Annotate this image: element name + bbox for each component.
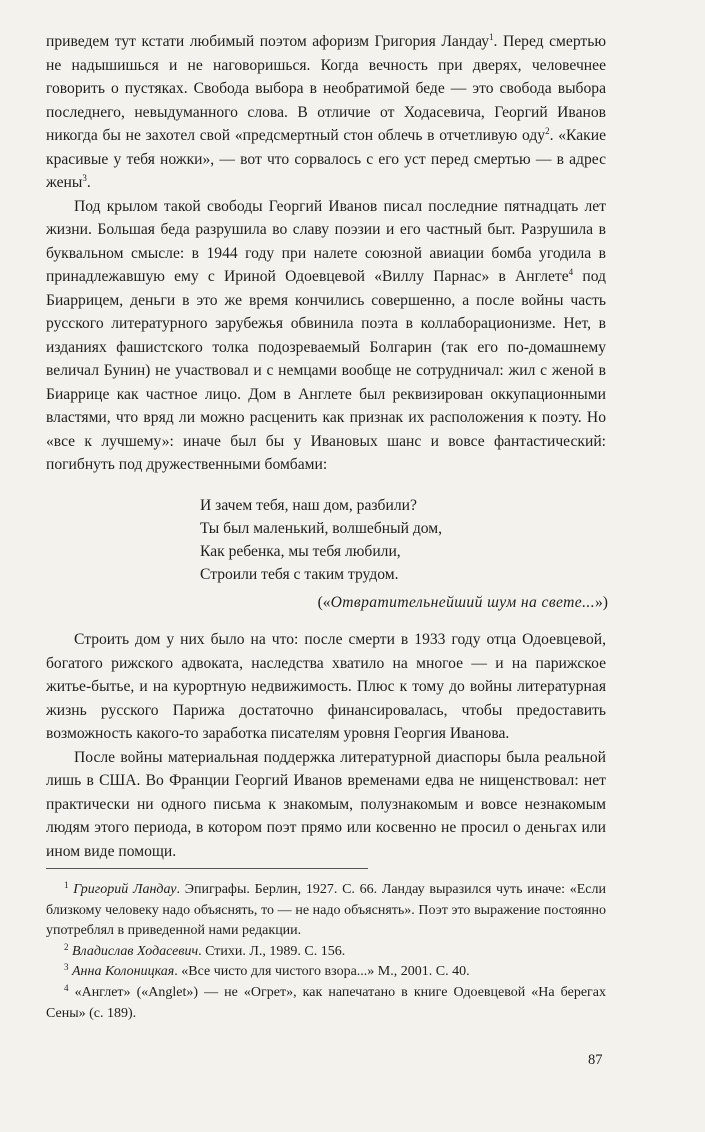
text-run: . (86, 174, 91, 191)
poem-attribution (318, 594, 608, 612)
main-text-block-1 (46, 30, 606, 477)
poem-line: И зачем тебя, наш дом, разбили? (200, 497, 417, 514)
footnote-author: Анна Колоницкая (72, 964, 175, 980)
poem-line: Как ребенка, мы тебя любили, (200, 543, 401, 560)
paragraph-3: Строить дом у них было на что: после смерти в 1933 году отца Одоевцевой, богатого рижского адвоката, наследства хватило на многое — и на парижское житье-бытье, и на курортную недвижимость. Плюс к тому до войны литературная жизнь русского Парижа достаточно финансировалась, чтобы предоставить возможность какого-то заработка писателям уровня Георгия Иванова. (46, 631, 606, 742)
text-run: . Перед смертью не надышишься и не наговоришься. Когда вечность при дверях, человечнее говорить о пустяках. Свобода выбора в необратимой беде — это свобода выбора последнего, невыдуманного слова. В отличие от Ходасевича, Георгий Иванов никогда бы не захотел свой «предсмертный стон облечь в отчетливую оду (46, 33, 606, 144)
footnote-author: Владислав Ходасевич (72, 943, 199, 959)
paragraph-4: После войны материальная поддержка литературной диаспоры была реальной лишь в США. Во Франции Георгий Иванов временами едва не нищенствовал: нет практически ни одного письма к знакомым, полузнакомым и вовсе незнакомым людям этого периода, в котором поэт прямо или косвенно не просил о деньгах или ином виде помощи. (46, 748, 606, 860)
poem-quote (200, 494, 442, 586)
footnote-ref-3: 3 (82, 173, 87, 183)
paragraph-1 (46, 30, 606, 195)
attribution-open: (« (317, 594, 331, 611)
footnote-author: Григорий Ландау (73, 882, 177, 897)
paragraph-2 (46, 195, 606, 477)
text-run: . «Какие красивые у тебя ножки», — вот что сорвалось с его уст перед смертью — в адрес жены (46, 127, 607, 191)
footnote-2 (46, 942, 606, 963)
footnote-text: . Стихи. Л., 1989. С. 156. (198, 943, 346, 959)
footnote-ref-2: 2 (545, 126, 550, 136)
main-text-block-2 (46, 628, 606, 863)
footnote-number: 4 (64, 982, 69, 993)
attribution-close: ») (595, 594, 608, 611)
page-number: 87 (588, 1052, 603, 1068)
footnote-divider (46, 868, 368, 869)
footnote-number: 3 (64, 962, 69, 973)
footnote-ref-4: 4 (568, 267, 574, 277)
footnote-text: . «Все чисто для чистого взора...» М., 2001. С. 40. (174, 964, 470, 980)
text-run: Под крылом такой свободы Георгий Иванов писал последние пятнадцать лет жизни. Большая беда разрушила во славу поэзии и его частный быт. Разрушила в буквальном смысле: в 1944 году при налете союзной авиации бомба угодила в принадлежавшую ему с Ириной Одоевцевой «Виллу Парнас» в Англете (46, 197, 606, 285)
footnote-number: 2 (64, 941, 69, 952)
poem-line: Строили тебя с таким трудом. (200, 566, 399, 583)
footnote-text: . Эпиграфы. Берлин, 1927. С. 66. Ландау выразился чуть иначе: «Если близкому человеку надо объяснять, то — не надо объяснять». Поэт это выражение постоянно употреблял в приведенной нами редакции. (46, 882, 607, 939)
poem-line: Ты был маленький, волшебный дом, (200, 520, 443, 537)
footnote-number: 1 (64, 880, 69, 890)
footnote-ref-1: 1 (489, 32, 494, 42)
footnote-1 (46, 880, 606, 942)
footnotes (46, 880, 606, 1024)
footnote-4 (46, 983, 606, 1024)
footnote-3 (46, 962, 606, 983)
attribution-title: Отвратительнейший шум на свете... (330, 594, 595, 611)
text-run: приведем тут кстати любимый поэтом афоризм Григория Ландау (46, 33, 490, 50)
text-run: под Биаррицем, деньги в это же время кончились совершенно, а после войны часть русского литературного зарубежья обвинила поэта в коллаборационизме. Нет, в изданиях фашистского толка подозреваемый Болгарин (так его по-домашнему величал Бунин) не участвовал и с немцами вообще не сотрудничал: жил с женой в Биаррице как частное лицо. Дом в Англете был реквизирован оккупационными властями, что вряд ли можно расценить как признак их расположения к поэту. Но «все к лучшему»: иначе был бы у Ивановых шанс и вовсе фантастический: погибнуть под дружественными бомбами: (46, 268, 606, 473)
footnote-text: «Англет» («Anglet») — не «Огрет», как напечатано в книге Одоевцевой «На берегах Сены» (с. 189). (46, 984, 607, 1021)
